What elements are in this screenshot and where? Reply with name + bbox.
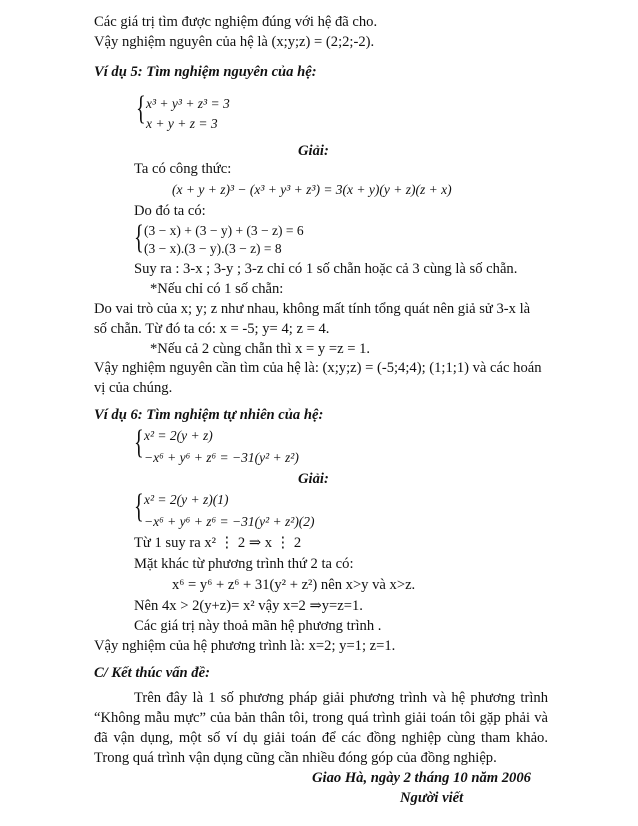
text-line: Mặt khác từ phương trình thứ 2 ta có:: [134, 556, 354, 572]
formula: x⁶ = y⁶ + z⁶ + 31(y² + z²) nên x>y và x>z.: [172, 577, 416, 593]
equation-system-3: [134, 490, 374, 536]
text-line: Ta có công thức:: [134, 161, 232, 177]
equation: x + y + z = 3: [146, 116, 218, 131]
brace-symbol: {: [134, 488, 144, 525]
equation: x³ + y³ + z³ = 3: [146, 96, 230, 111]
text-line: *Nếu cả 2 cùng chẵn thì x = y =z = 1.: [150, 341, 371, 357]
formula: (x + y + z)³ − (x³ + y³ + z³) = 3(x + y)(y + z)(z + x): [172, 182, 452, 197]
text-line: Do đó ta có:: [134, 203, 206, 219]
equation-system-ex6: [134, 426, 354, 472]
equation: (3 − x) + (3 − y) + (3 − z) = 6: [144, 223, 304, 238]
paragraph-line: “Không mẫu mực” của bản thân tôi, trong quá trình giải toán tôi gặp phải và: [94, 710, 548, 726]
text-line: Các giá trị này thoả mãn hệ phương trình .: [134, 618, 382, 634]
text-line: Các giá trị tìm được nghiệm đúng với hệ đã cho.: [94, 14, 378, 30]
text-line: Từ 1 suy ra x² ⋮ 2 ⇒ x ⋮ 2: [134, 535, 302, 551]
text-line: số chẵn. Từ đó ta có: x = -5; y= 4; z = 4.: [94, 321, 330, 337]
brace-symbol: {: [134, 424, 144, 461]
equation: −x⁶ + y⁶ + z⁶ = −31(y² + z²): [144, 450, 299, 465]
solution-heading: Giải:: [298, 143, 329, 159]
text-line: Vậy nghiệm nguyên của hệ là (x;y;z) = (2;2;-2).: [94, 34, 375, 50]
text-line: Vậy nghiệm nguyên cần tìm của hệ là: (x;y;z) = (-5;4;4); (1;1;1) và các hoán: [94, 360, 542, 376]
signature-author: Người viết: [400, 790, 464, 806]
section-c-title: C/ Kết thúc vấn đề:: [94, 665, 210, 681]
example-6-title: Ví dụ 6: Tìm nghiệm tự nhiên của hệ:: [94, 407, 324, 423]
equation: (3 − x).(3 − y).(3 − z) = 8: [144, 241, 282, 256]
signature-date: Giao Hà, ngày 2 tháng 10 năm 2006: [312, 770, 531, 786]
equation: x² = 2(y + z)(1): [144, 492, 229, 507]
text-line: Do vai trò của x; y; z như nhau, không mất tính tổng quát nên giả sử 3-x là: [94, 301, 531, 317]
text-line: *Nếu chỉ có 1 số chẵn:: [150, 281, 284, 297]
text-line: vị của chúng.: [94, 380, 173, 396]
paragraph-line: Trên đây là 1 số phương pháp giải phương trình và hệ phương trình: [134, 690, 548, 706]
text-line: Vậy nghiệm của hệ phương trình là: x=2; y=1; z=1.: [94, 638, 396, 654]
equation: x² = 2(y + z): [144, 428, 213, 443]
paragraph-line: Trong quá trình vận dụng cũng cần nhiều đóng góp của đồng nghiệp.: [94, 750, 497, 766]
equation-system-ex5: [136, 92, 336, 138]
text-line: Nên 4x > 2(y+z)= x² vậy x=2 ⇒y=z=1.: [134, 598, 363, 614]
equation: −x⁶ + y⁶ + z⁶ = −31(y² + z²)(2): [144, 514, 315, 529]
brace-symbol: {: [136, 90, 146, 127]
example-5-title: Ví dụ 5: Tìm nghiệm nguyên của hệ:: [94, 64, 317, 80]
text-line: Suy ra : 3-x ; 3-y ; 3-z chỉ có 1 số chẵn hoặc cả 3 cùng là số chẵn.: [134, 261, 518, 277]
paragraph-line: đã vận dụng, một số ví dụ giải toán để các đồng nghiệp cùng tham khảo.: [94, 730, 548, 746]
brace-symbol: {: [134, 219, 144, 256]
solution-heading: Giải:: [298, 471, 329, 487]
